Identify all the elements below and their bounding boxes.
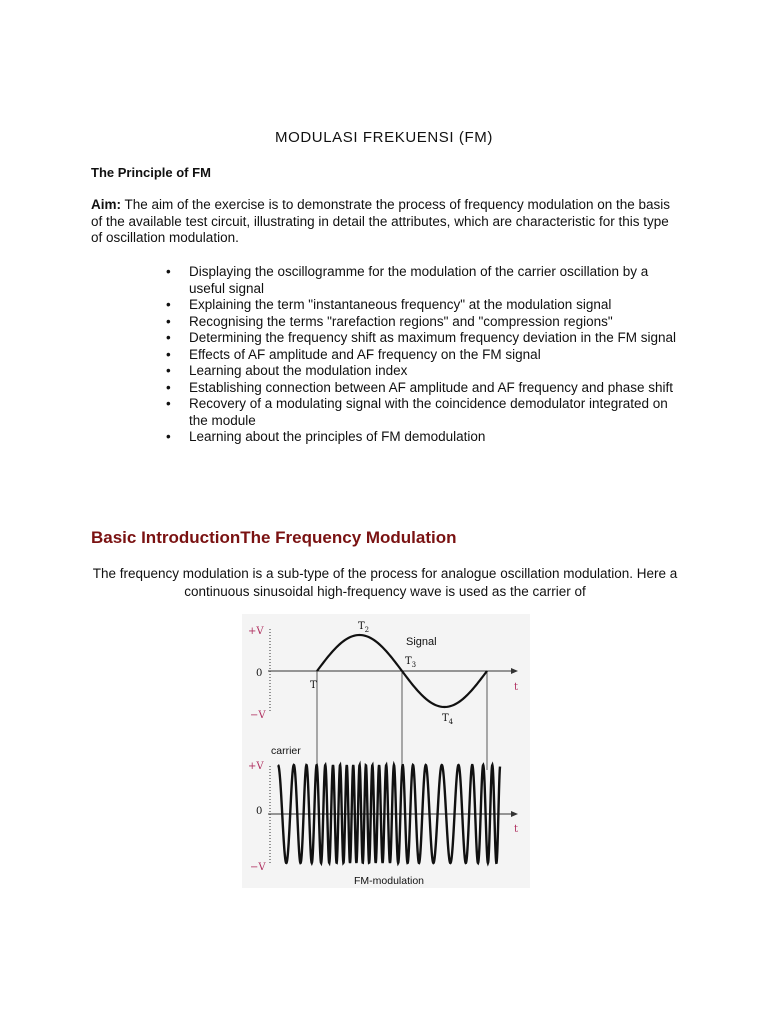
aim-label: Aim: xyxy=(91,197,121,212)
list-item xyxy=(166,396,686,429)
t4-label: $T_4$ xyxy=(442,713,454,726)
bullet-icon: • xyxy=(166,264,171,279)
fm-modulation-caption: FM-modulation xyxy=(354,875,425,887)
list-item-text: Learning about the modulation index xyxy=(189,363,408,378)
list-item xyxy=(166,330,686,347)
objectives-list xyxy=(166,264,686,446)
bullet-icon: • xyxy=(166,379,171,395)
top-axis-arrow-icon xyxy=(511,668,518,674)
subheading: The Principle of FM xyxy=(91,165,211,180)
fm-diagram-svg xyxy=(242,614,530,888)
document-title: MODULASI FREKUENSI (FM) xyxy=(275,129,493,146)
list-item xyxy=(166,264,686,297)
list-item xyxy=(166,347,686,364)
intro-paragraph: The frequency modulation is a sub-type of the process for analogue oscillation modulation. Here a continuous sinusoidal high-frequency wave is used as the carrier of xyxy=(92,566,678,599)
section-title: Basic IntroductionThe Frequency Modulation xyxy=(91,528,457,547)
bottom-zero-label: 0 xyxy=(256,806,263,817)
bottom-plus-v-label: +V xyxy=(248,761,264,772)
bullet-icon: • xyxy=(166,363,171,378)
list-item xyxy=(166,297,686,314)
top-plus-v-label: +V xyxy=(248,626,264,637)
bullet-icon: • xyxy=(166,429,171,444)
top-t-axis-label: t xyxy=(514,682,519,693)
list-item xyxy=(166,314,686,331)
list-item-text: Recognising the terms "rarefaction regions" and "compression regions" xyxy=(189,313,613,329)
list-item xyxy=(166,429,686,446)
bullet-icon: • xyxy=(166,346,171,362)
list-item-text: Learning about the principles of FM demodulation xyxy=(189,429,486,444)
aim-text: The aim of the exercise is to demonstrate the process of frequency modulation on the basis of the available test circuit, illustrating in detail the attributes, which are characteristic for this type of oscillation modulation. xyxy=(91,197,671,245)
list-item xyxy=(166,363,686,380)
t2-label: $T_2$ xyxy=(358,621,370,634)
t3-label: $T_3$ xyxy=(405,656,417,669)
t1-label: T xyxy=(310,680,317,691)
bullet-icon: • xyxy=(166,313,171,329)
list-item xyxy=(166,380,686,397)
top-zero-label: 0 xyxy=(256,668,263,679)
list-item-text: Effects of AF amplitude and AF frequency on the FM signal xyxy=(189,346,541,362)
list-item-text: Displaying the oscillogramme for the modulation of the carrier oscillation by a useful signal xyxy=(189,264,649,296)
bullet-icon: • xyxy=(166,297,171,312)
bullet-icon: • xyxy=(166,330,171,345)
carrier-label: carrier xyxy=(271,745,301,757)
top-minus-v-label: −V xyxy=(250,710,266,721)
signal-label: Signal xyxy=(406,636,437,648)
fm-diagram xyxy=(242,614,530,888)
bottom-axis-arrow-icon xyxy=(511,811,518,817)
list-item-text: Establishing connection between AF amplitude and AF frequency and phase shift xyxy=(189,379,674,395)
list-item-text: Determining the frequency shift as maximum frequency deviation in the FM signal xyxy=(189,330,676,345)
list-item-text: Explaining the term "instantaneous frequency" at the modulation signal xyxy=(189,297,612,312)
bottom-minus-v-label: −V xyxy=(250,862,266,873)
bottom-t-axis-label: t xyxy=(514,824,519,835)
bullet-icon: • xyxy=(166,396,171,411)
list-item-text: Recovery of a modulating signal with the coincidence demodulator integrated on the module xyxy=(189,396,668,428)
aim-paragraph xyxy=(91,197,683,247)
